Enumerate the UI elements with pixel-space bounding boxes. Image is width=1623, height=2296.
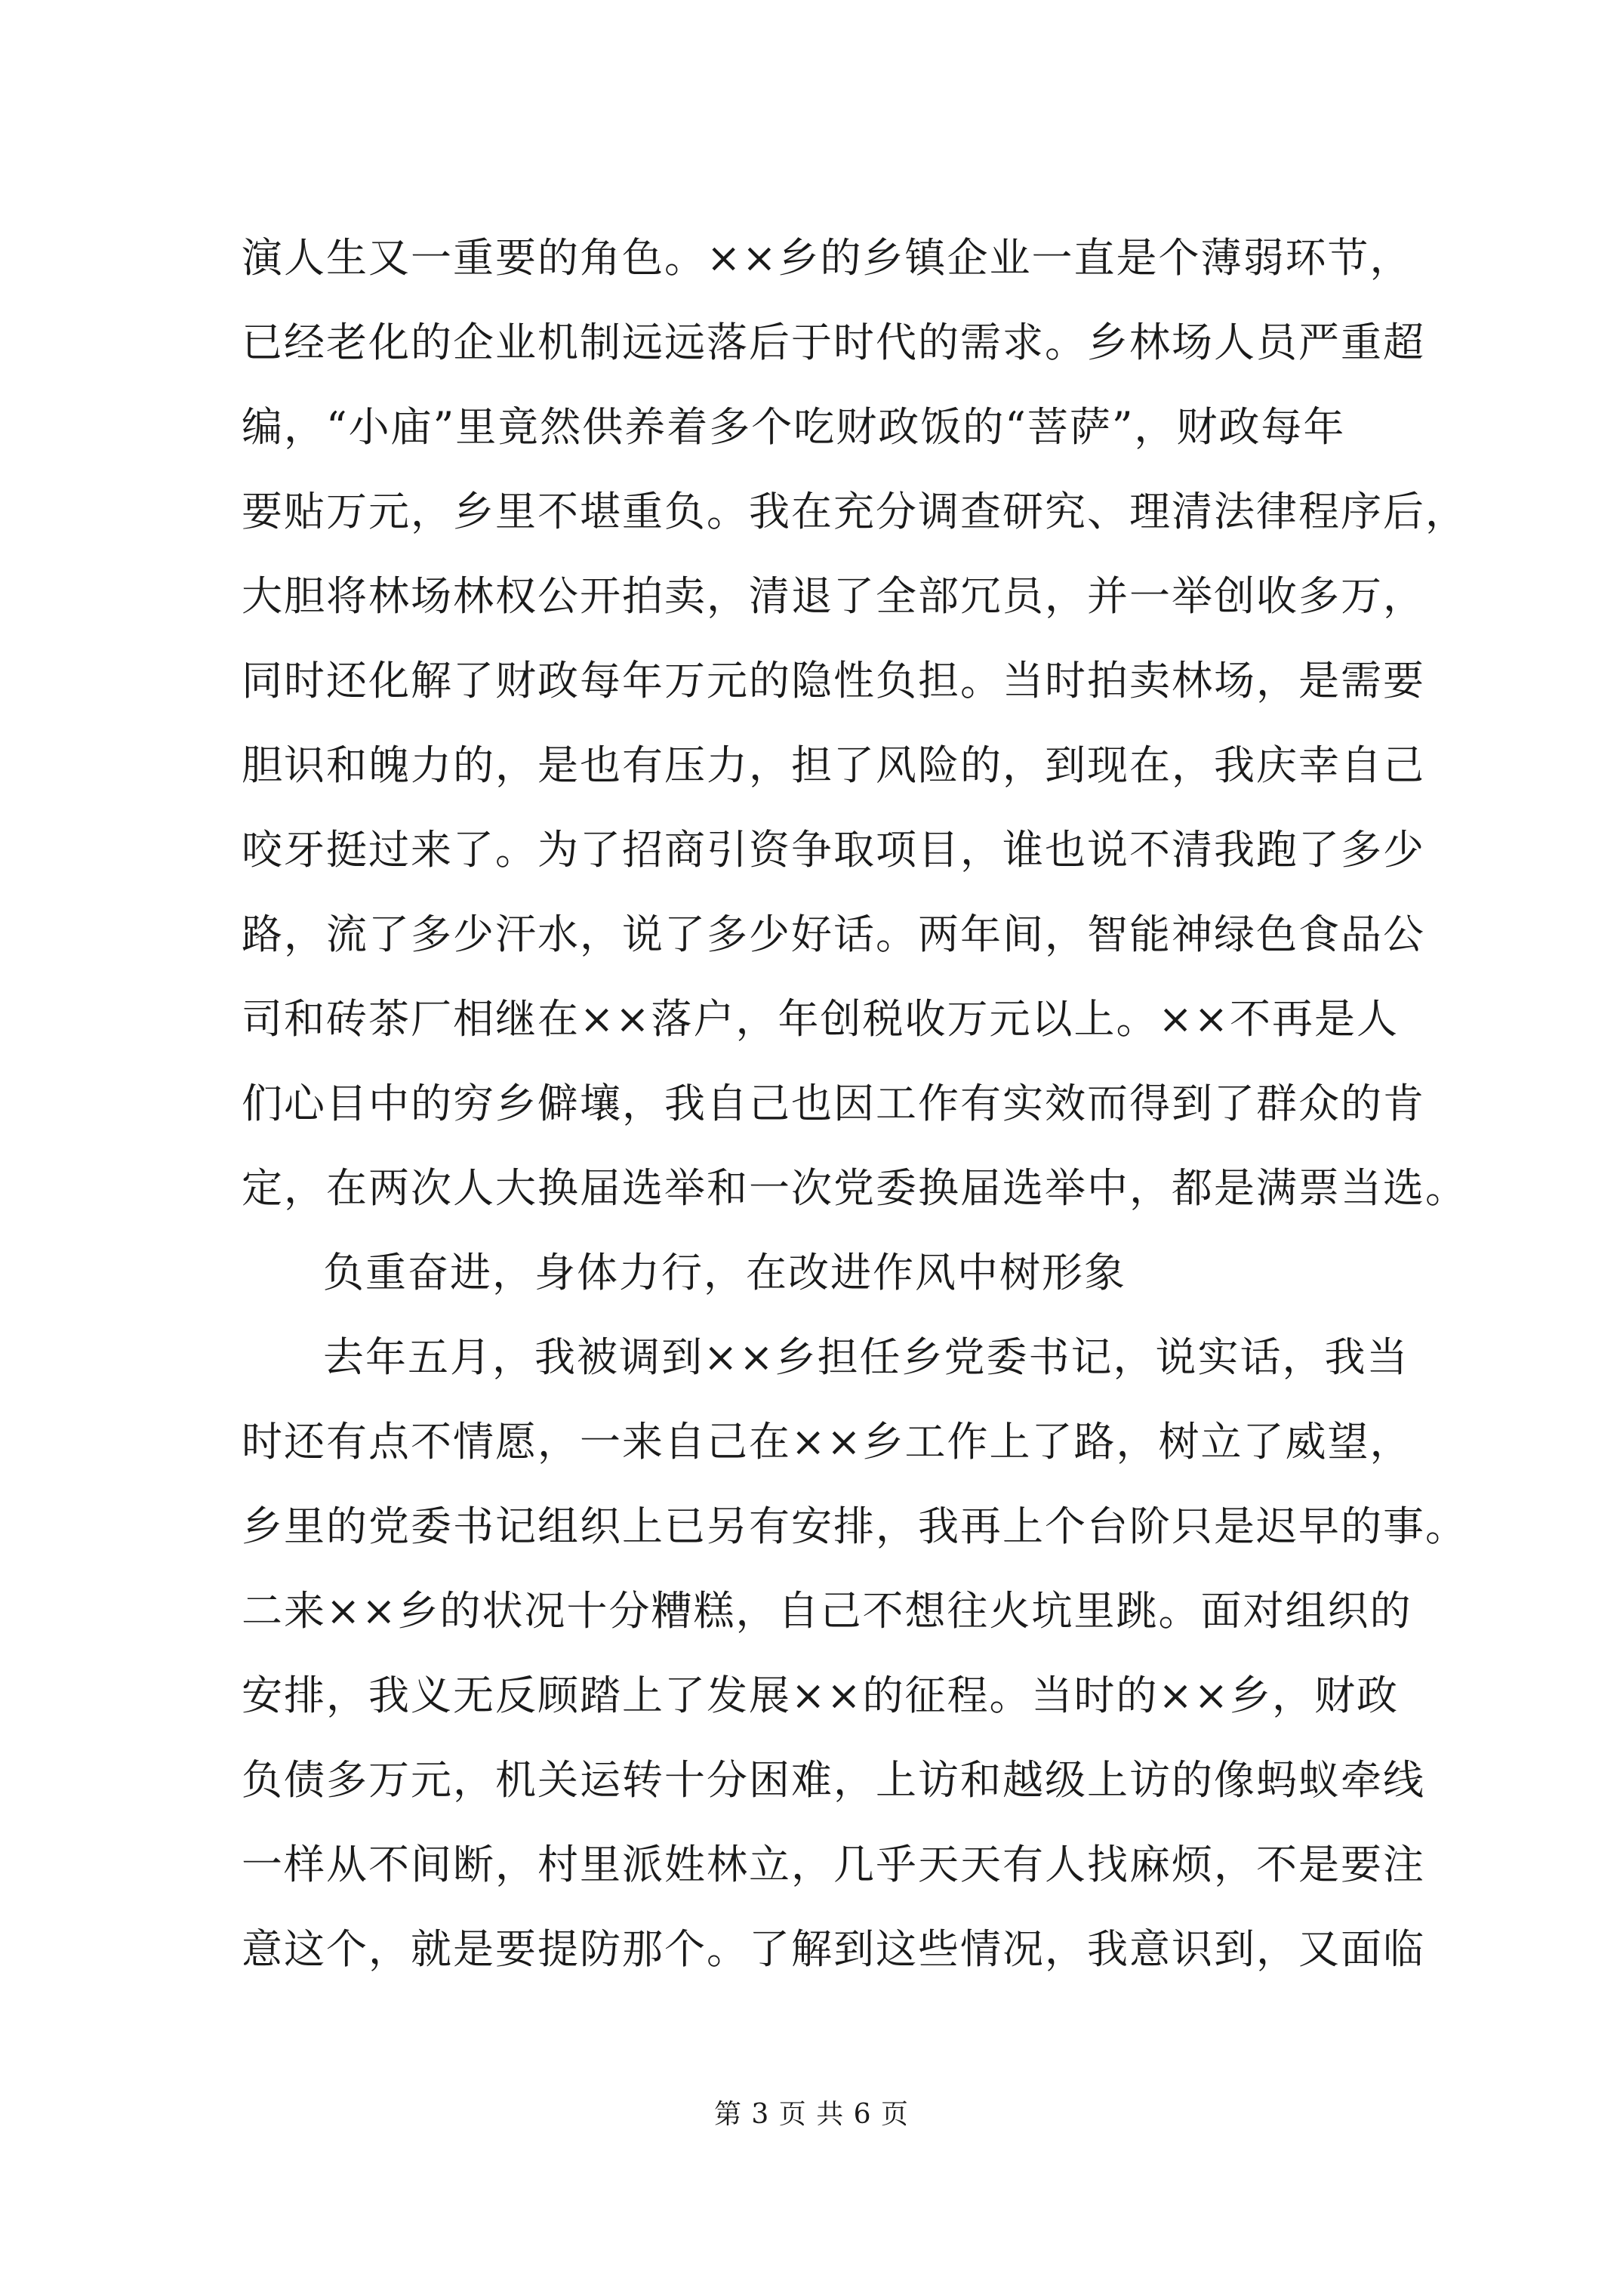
text-line-14: 去年五月，我被调到××乡担任乡党委书记，说实话，我当 — [323, 1333, 1409, 1381]
section-heading: 负重奋进，身体力行，在改进作风中树形象 — [323, 1249, 1126, 1296]
text-line-19: 负债多万元，机关运转十分困难，上访和越级上访的像蚂蚁牵线 — [242, 1756, 1425, 1804]
text-line-9: 路，流了多少汗水，说了多少好话。两年间，智能神绿色食品公 — [242, 911, 1425, 958]
text-line-5: 大胆将林场林权公开拍卖，清退了全部冗员，并一举创收多万， — [242, 572, 1425, 620]
text-line-6: 同时还化解了财政每年万元的隐性负担。当时拍卖林场，是需要 — [242, 657, 1425, 704]
text-line-4: 要贴万元，乡里不堪重负。我在充分调查研究、理清法律程序后， — [242, 488, 1467, 535]
text-line-20: 一样从不间断，村里派姓林立，几乎天天有人找麻烦，不是要注 — [242, 1841, 1425, 1888]
text-line-10: 司和砖茶厂相继在××落户，年创税收万元以上。××不再是人 — [242, 995, 1399, 1043]
text-line-2: 已经老化的企业机制远远落后于时代的需求。乡林场人员严重超 — [242, 319, 1425, 366]
text-line-12: 定，在两次人大换届选举和一次党委换届选举中，都是满票当选。 — [242, 1164, 1467, 1212]
text-line-16: 乡里的党委书记组织上已另有安排，我再上个台阶只是迟早的事。 — [242, 1502, 1467, 1550]
text-line-7: 胆识和魄力的，是也有压力，担了风险的，到现在，我庆幸自己 — [242, 741, 1425, 789]
text-line-3: 编，“小庙”里竟然供养着多个吃财政饭的“菩萨”，财政每年 — [242, 403, 1346, 451]
text-line-15: 时还有点不情愿，一来自己在××乡工作上了路，树立了威望， — [242, 1418, 1412, 1465]
text-line-18: 安排，我义无反顾踏上了发展××的征程。当时的××乡，财政 — [242, 1672, 1399, 1719]
body-text — [242, 216, 1467, 1992]
text-line-17: 二来××乡的状况十分糟糕，自己不想往火坑里跳。面对组织的 — [242, 1587, 1412, 1635]
text-line-21: 意这个，就是要提防那个。了解到这些情况，我意识到，又面临 — [242, 1925, 1425, 1973]
text-line-11: 们心目中的穷乡僻壤，我自己也因工作有实效而得到了群众的肯 — [242, 1080, 1425, 1127]
page-number-footer: 第 3 页 共 6 页 — [713, 2099, 910, 2130]
text-line-1: 演人生又一重要的角色。××乡的乡镇企业一直是个薄弱环节， — [242, 234, 1412, 282]
text-line-8: 咬牙挺过来了。为了招商引资争取项目，谁也说不清我跑了多少 — [242, 826, 1425, 874]
